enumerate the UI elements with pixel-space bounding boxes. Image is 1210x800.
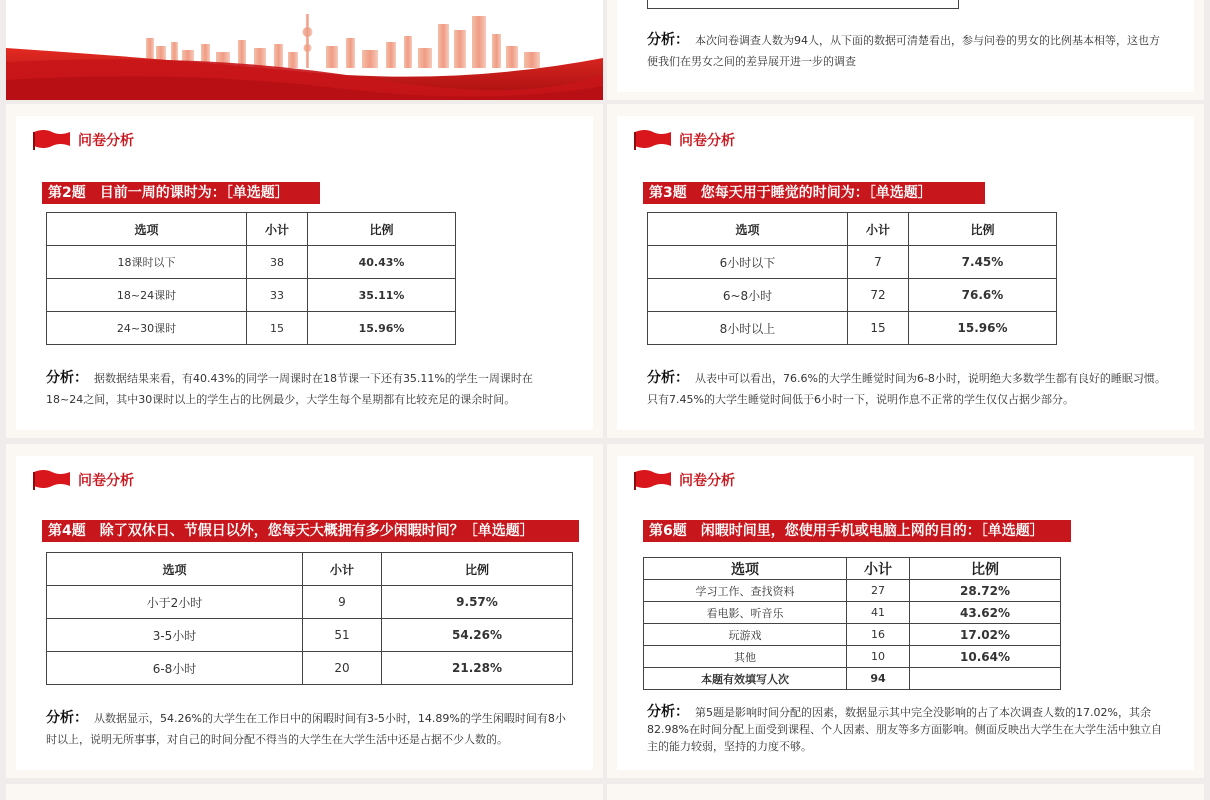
slide-q3 [607,104,1204,438]
cell-ratio: 54.26% [382,619,573,652]
cell-ratio: 15.96% [308,312,456,345]
analysis-body: 本次问卷调查人数为94人，从下面的数据可清楚看出，参与问卷的男女的比例基本相等，这也方便我们在男女之间的差异展开进一步的调查 [647,34,1160,68]
cell-option: 3-5小时 [47,619,303,652]
analysis-text [46,368,556,410]
cell-count: 15 [247,312,308,345]
q2-table [46,212,456,345]
cell-ratio: 7.45% [909,246,1057,279]
cell-count: 7 [848,246,909,279]
cell-ratio: 17.02% [910,624,1061,646]
table-row [47,246,456,279]
header-count: 小计 [847,558,910,580]
header-ratio: 比例 [909,213,1057,246]
table-row [47,586,573,619]
analysis-label: 分析： [46,370,88,386]
cell-ratio: 10.64% [910,646,1061,668]
header-ratio: 比例 [382,553,573,586]
table-header-row [47,213,456,246]
analysis-body: 从数据显示，54.26%的大学生在工作日中的闲暇时间有3-5小时，14.89%的学生闲暇时间有8小时以上，说明无所事事，对自己的时间分配不得当的大学生在大学生活中还是占据不少人数的。 [46,712,566,746]
table-row [644,580,1061,602]
red-flag-icon [32,128,72,152]
question-caption: 第6题 闲暇时间里，您使用手机或电脑上网的目的：［单选题］ [643,520,1071,542]
cell-count: 41 [847,602,910,624]
analysis-label: 分析： [647,32,689,48]
total-count: 94 [847,668,910,690]
analysis-text [647,704,1167,755]
cell-count: 38 [247,246,308,279]
q3-table [647,212,1057,345]
cell-ratio: 35.11% [308,279,456,312]
analysis-text [647,368,1167,410]
table-header-row [47,553,573,586]
table-header-row [648,213,1057,246]
cell-option: 6小时以下 [648,246,848,279]
cell-count: 27 [847,580,910,602]
analysis-label: 分析： [647,370,689,386]
header-ratio: 比例 [910,558,1061,580]
cell-ratio: 76.6% [909,279,1057,312]
section-title: 问卷分析 [78,473,134,489]
slide-next-left [6,784,603,800]
analysis-label: 分析： [46,710,88,726]
cell-option: 6-8小时 [47,652,303,685]
red-flag-icon [633,128,673,152]
cell-count: 9 [303,586,382,619]
table-row [644,646,1061,668]
header-option: 选项 [47,213,247,246]
cell-option: 24~30课时 [47,312,247,345]
slide-q6 [607,444,1204,778]
cell-count: 72 [848,279,909,312]
header-ratio: 比例 [308,213,456,246]
total-empty-cell [910,668,1061,690]
table-row [47,652,573,685]
cell-ratio: 21.28% [382,652,573,685]
slide-q2 [6,104,603,438]
header-option: 选项 [644,558,847,580]
cell-option: 小于2小时 [47,586,303,619]
analysis-label: 分析： [647,704,689,720]
cell-option: 8小时以上 [648,312,848,345]
question-caption: 第2题 目前一周的课时为：［单选题］ [42,182,320,204]
table-row [648,246,1057,279]
cell-count: 51 [303,619,382,652]
cell-option: 看电影、听音乐 [644,602,847,624]
header-count: 小计 [303,553,382,586]
cell-count: 16 [847,624,910,646]
cell-ratio: 43.62% [910,602,1061,624]
cell-ratio: 40.43% [308,246,456,279]
analysis-text [46,708,571,750]
cell-count: 20 [303,652,382,685]
cell-option: 学习工作、查找资料 [644,580,847,602]
cell-option: 6~8小时 [648,279,848,312]
analysis-body: 第5题是影响时间分配的因素，数据显示其中完全没影响的占了本次调查人数的17.02%，其余82.98%在时间分配上面受到课程、个人因素、朋友等多方面影响。侧面反映出大学生在大学生活中独立自主的能力较弱，坚持的力度不够。 [647,706,1162,753]
table-row [47,312,456,345]
slide-next-right [607,784,1204,800]
q4-table [46,552,573,685]
slide-top-analysis [607,0,1204,100]
header-option: 选项 [648,213,848,246]
table-row [47,279,456,312]
table-row [47,619,573,652]
red-flag-icon [32,468,72,492]
total-label: 本题有效填写人次 [644,668,847,690]
cell-ratio: 9.57% [382,586,573,619]
cell-option: 其他 [644,646,847,668]
header-count: 小计 [247,213,308,246]
header-count: 小计 [848,213,909,246]
cell-count: 33 [247,279,308,312]
analysis-text [647,30,1167,72]
cell-option: 18~24课时 [47,279,247,312]
slide-q4 [6,444,603,778]
cell-option: 玩游戏 [644,624,847,646]
header-option: 选项 [47,553,303,586]
analysis-body: 据数据结果来看，有40.43%的同学一周课时在18节课一下还有35.11%的学生一周课时在18~24之间，其中30课时以上的学生占的比例最少，大学生每个星期都有比较充足的课余时间。 [46,372,533,406]
cell-ratio: 28.72% [910,580,1061,602]
table-header-row [644,558,1061,580]
cell-option: 18课时以下 [47,246,247,279]
red-flag-icon [633,468,673,492]
city-skyline-banner [6,0,603,100]
section-title: 问卷分析 [78,133,134,149]
cell-count: 15 [848,312,909,345]
section-title: 问卷分析 [679,133,735,149]
table-row [644,602,1061,624]
cell-ratio: 15.96% [909,312,1057,345]
cell-count: 10 [847,646,910,668]
table-row [644,624,1061,646]
q6-table [643,557,1061,690]
table-row [648,279,1057,312]
question-caption: 第4题 除了双休日、节假日以外，您每天大概拥有多少闲暇时间？［单选题］ [42,520,579,542]
table-total-row [644,668,1061,690]
section-title: 问卷分析 [679,473,735,489]
table-bottom-edge [647,0,959,9]
slide-banner [6,0,603,100]
question-caption: 第3题 您每天用于睡觉的时间为：［单选题］ [643,182,985,204]
analysis-body: 从表中可以看出，76.6%的大学生睡觉时间为6-8小时，说明绝大多数学生都有良好的睡眠习惯。只有7.45%的大学生睡觉时间低于6小时一下，说明作息不正常的学生仅仅占据少部分。 [647,372,1166,406]
table-row [648,312,1057,345]
